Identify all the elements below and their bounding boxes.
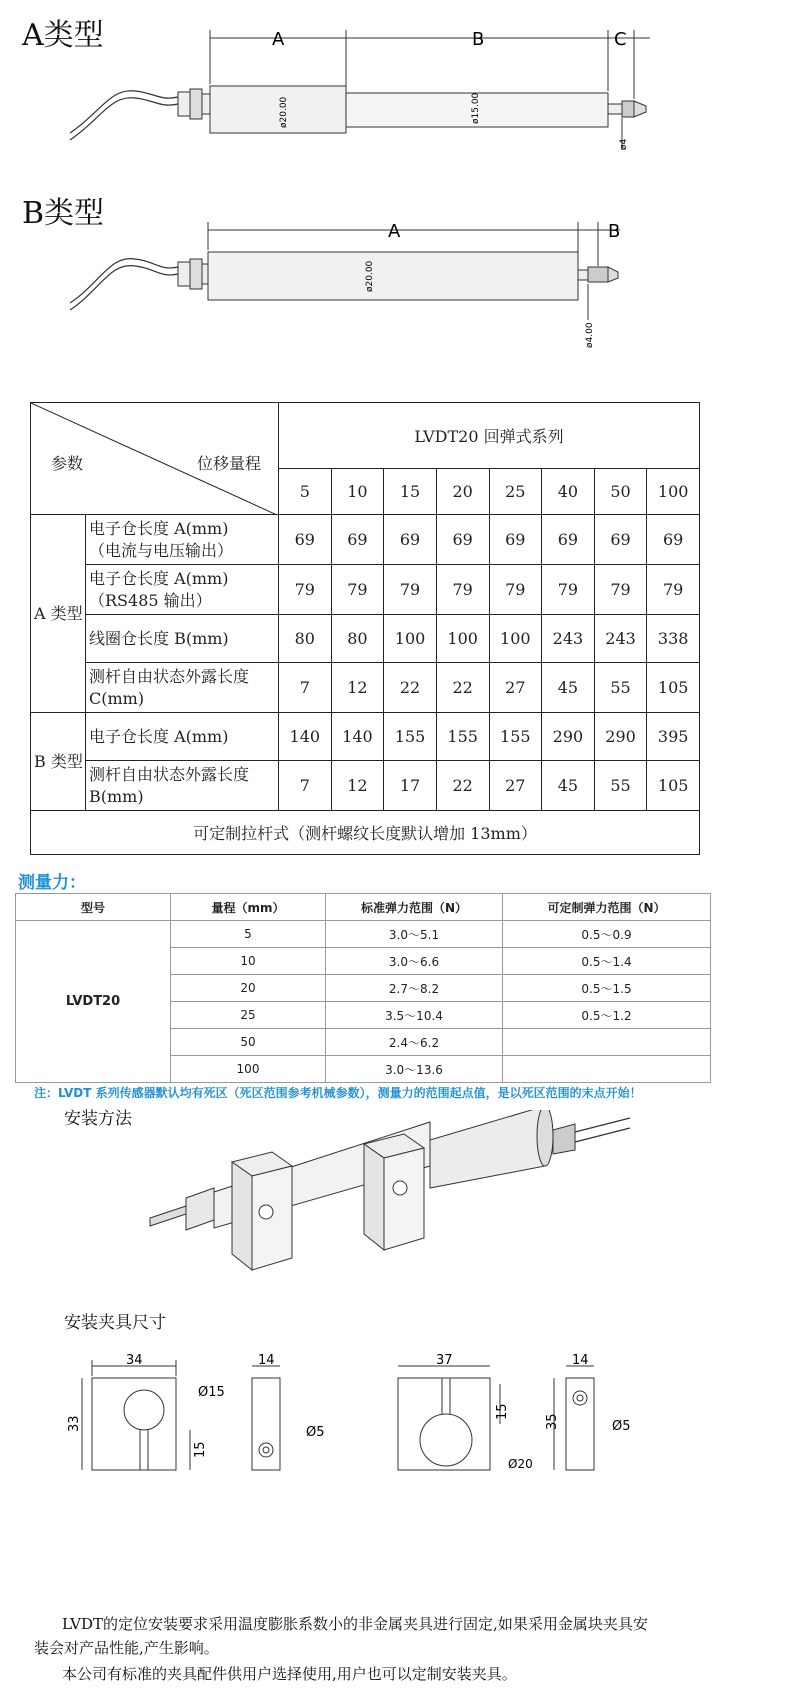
force-header: 可定制弹力范围（N） <box>503 894 711 921</box>
force-table <box>15 893 711 1083</box>
spec-row-label: 线圈仓长度 B(mm) <box>86 615 279 663</box>
type-a-dia-body: ø20.00 <box>279 96 289 128</box>
spec-cell: 69 <box>331 515 384 565</box>
type-b-dim-a: A <box>388 221 401 242</box>
force-cell: 2.7～8.2 <box>326 975 503 1002</box>
spec-cell: 155 <box>384 713 437 761</box>
spec-range: 10 <box>331 469 384 515</box>
spec-cell: 79 <box>331 565 384 615</box>
spec-series: LVDT20 回弹式系列 <box>279 403 700 469</box>
force-cell: 0.5～1.4 <box>503 948 711 975</box>
spec-row-label: 电子仓长度 A(mm) （RS485 输出） <box>86 565 279 615</box>
spec-cell: 22 <box>436 761 489 811</box>
clamp2-side-hole: Ø5 <box>612 1419 631 1434</box>
type-a-dia-rod: ø4 <box>619 138 629 150</box>
spec-row <box>31 515 700 565</box>
clamp1-width: 34 <box>126 1353 143 1368</box>
clamp2-slot: 15 <box>495 1403 510 1420</box>
para1-line2: 装会对产品性能,产生影响。 <box>34 1639 219 1657</box>
spec-group-b: B 类型 <box>31 713 86 811</box>
force-cell <box>503 1029 711 1056</box>
spec-cell: 79 <box>647 565 700 615</box>
type-b-drawing <box>0 200 790 360</box>
clamp-title: 安装夹具尺寸 <box>64 1313 166 1333</box>
force-cell: 0.5～1.2 <box>503 1002 711 1029</box>
spec-cell: 100 <box>384 615 437 663</box>
spec-cell: 80 <box>331 615 384 663</box>
force-cell: 25 <box>171 1002 326 1029</box>
spec-cell: 22 <box>384 663 437 713</box>
type-b-dia-body: ø20.00 <box>365 260 375 292</box>
spec-cell: 17 <box>384 761 437 811</box>
spec-range: 100 <box>647 469 700 515</box>
force-row <box>16 921 711 948</box>
spec-cell: 79 <box>279 565 332 615</box>
type-a-dim-a: A <box>272 29 285 50</box>
force-cell: 50 <box>171 1029 326 1056</box>
clamp1-side-width: 14 <box>258 1353 275 1368</box>
spec-cell: 395 <box>647 713 700 761</box>
force-header: 量程（mm） <box>171 894 326 921</box>
force-cell: 20 <box>171 975 326 1002</box>
spec-range: 25 <box>489 469 542 515</box>
spec-cell: 69 <box>489 515 542 565</box>
install-title: 安装方法 <box>64 1109 132 1129</box>
spec-corner-cell <box>31 403 279 515</box>
spec-range: 40 <box>542 469 595 515</box>
spec-range: 15 <box>384 469 437 515</box>
spec-cell: 155 <box>436 713 489 761</box>
type-a-dia-coil: ø15.00 <box>471 92 481 124</box>
force-cell: 3.0～6.6 <box>326 948 503 975</box>
force-cell: 3.0～13.6 <box>326 1056 503 1083</box>
spec-footer: 可定制拉杆式（测杆螺纹长度默认增加 13mm） <box>31 811 700 855</box>
spec-cell: 79 <box>384 565 437 615</box>
install-drawing <box>0 1110 790 1290</box>
spec-row-label: 电子仓长度 A(mm) （电流与电压输出） <box>86 515 279 565</box>
spec-corner-left: 参数 <box>51 454 84 473</box>
spec-cell: 69 <box>384 515 437 565</box>
force-header: 型号 <box>16 894 171 921</box>
force-cell <box>503 1056 711 1083</box>
clamp1-slot: 15 <box>193 1441 208 1458</box>
spec-cell: 140 <box>279 713 332 761</box>
spec-cell: 338 <box>647 615 700 663</box>
spec-row-label: 电子仓长度 A(mm) <box>86 713 279 761</box>
spec-cell: 155 <box>489 713 542 761</box>
type-a-drawing <box>0 0 790 200</box>
spec-cell: 27 <box>489 663 542 713</box>
clamp-drawings <box>0 1350 790 1480</box>
spec-cell: 79 <box>542 565 595 615</box>
spec-cell: 80 <box>279 615 332 663</box>
clamp1-side-hole: Ø5 <box>306 1425 325 1440</box>
spec-cell: 290 <box>594 713 647 761</box>
spec-cell: 290 <box>542 713 595 761</box>
spec-cell: 105 <box>647 761 700 811</box>
clamp2-side-width: 14 <box>572 1353 589 1368</box>
spec-cell: 55 <box>594 663 647 713</box>
spec-cell: 79 <box>436 565 489 615</box>
force-cell: 0.5～1.5 <box>503 975 711 1002</box>
spec-group-a: A 类型 <box>31 515 86 713</box>
para2: 本公司有标准的夹具配件供用户选择使用,用户也可以定制安装夹具。 <box>62 1665 517 1683</box>
force-note: 注：LVDT 系列传感器默认均有死区（死区范围参考机械参数），测量力的范围起点值，是以死区范围的末点开始！ <box>34 1086 642 1100</box>
force-cell: 5 <box>171 921 326 948</box>
clamp1-dia: Ø15 <box>198 1385 225 1400</box>
clamp2-dia: Ø20 <box>508 1457 533 1471</box>
force-cell: 100 <box>171 1056 326 1083</box>
spec-cell: 243 <box>542 615 595 663</box>
type-b-dia-rod: ø4.00 <box>585 322 595 348</box>
spec-cell: 12 <box>331 663 384 713</box>
spec-cell: 100 <box>489 615 542 663</box>
type-a-dim-c: C <box>614 29 627 50</box>
spec-cell: 55 <box>594 761 647 811</box>
spec-row <box>31 565 700 615</box>
spec-cell: 79 <box>594 565 647 615</box>
spec-row <box>31 713 700 761</box>
spec-cell: 12 <box>331 761 384 811</box>
spec-cell: 69 <box>594 515 647 565</box>
spec-row-label: 测杆自由状态外露长度 B(mm) <box>86 761 279 811</box>
spec-corner-right: 位移量程 <box>197 454 262 473</box>
spec-range: 20 <box>436 469 489 515</box>
force-cell: 2.4～6.2 <box>326 1029 503 1056</box>
spec-row <box>31 663 700 713</box>
spec-cell: 100 <box>436 615 489 663</box>
spec-cell: 27 <box>489 761 542 811</box>
spec-cell: 140 <box>331 713 384 761</box>
spec-range: 50 <box>594 469 647 515</box>
spec-cell: 22 <box>436 663 489 713</box>
spec-row <box>31 761 700 811</box>
spec-cell: 7 <box>279 761 332 811</box>
spec-range: 5 <box>279 469 332 515</box>
spec-row <box>31 615 700 663</box>
type-b-dim-b: B <box>608 221 621 242</box>
spec-cell: 69 <box>647 515 700 565</box>
force-cell: 10 <box>171 948 326 975</box>
spec-cell: 45 <box>542 663 595 713</box>
force-cell: 3.5～10.4 <box>326 1002 503 1029</box>
clamp2-width: 37 <box>436 1353 453 1368</box>
spec-row-label: 测杆自由状态外露长度 C(mm) <box>86 663 279 713</box>
type-b-title: B类型 <box>22 196 105 231</box>
type-a-title: A类型 <box>22 18 104 53</box>
spec-cell: 69 <box>436 515 489 565</box>
spec-cell: 69 <box>542 515 595 565</box>
spec-cell: 7 <box>279 663 332 713</box>
force-header: 标准弹力范围（N） <box>326 894 503 921</box>
force-cell: 3.0～5.1 <box>326 921 503 948</box>
spec-cell: 45 <box>542 761 595 811</box>
spec-cell: 79 <box>489 565 542 615</box>
spec-cell: 243 <box>594 615 647 663</box>
clamp1-height: 33 <box>67 1415 82 1432</box>
para1-line1: LVDT的定位安装要求采用温度膨胀系数小的非金属夹具进行固定,如果采用金属块夹具安 <box>62 1615 648 1633</box>
spec-cell: 69 <box>279 515 332 565</box>
spec-cell: 105 <box>647 663 700 713</box>
force-cell: 0.5～0.9 <box>503 921 711 948</box>
clamp2-height: 35 <box>545 1413 560 1430</box>
type-a-dim-b: B <box>472 29 485 50</box>
force-heading: 测量力： <box>18 873 86 893</box>
force-model: LVDT20 <box>16 921 171 1083</box>
spec-table <box>30 402 700 855</box>
